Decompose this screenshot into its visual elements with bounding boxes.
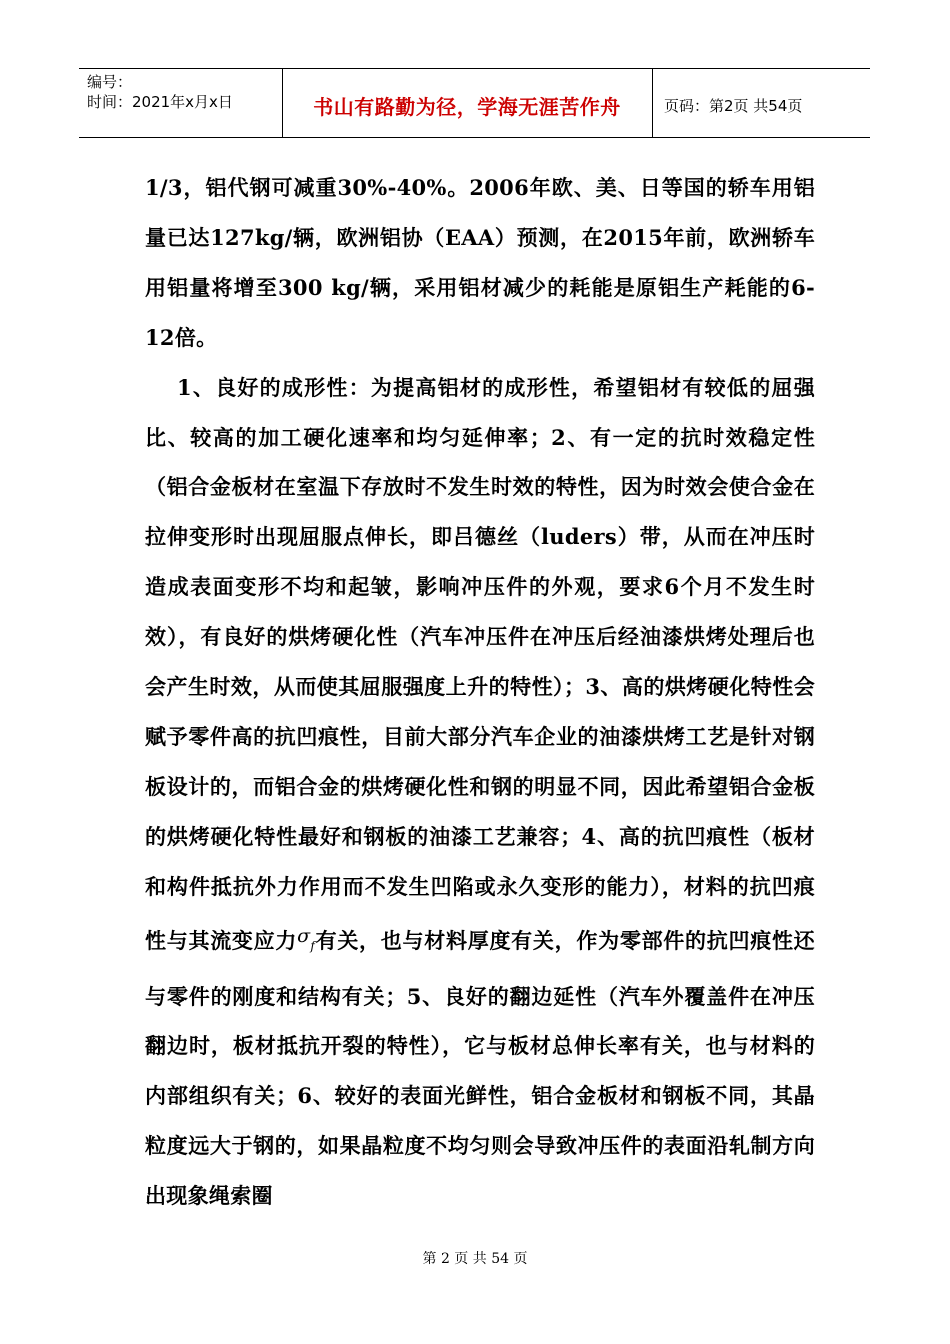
paragraph-1: 1/3，铝代钢可减重30%-40%。2006年欧、美、日等国的轿车用铝量已达127kg/辆，欧洲铝协（EAA）预测，在2015年前，欧洲轿车用铝量将增至300 kg/辆，采用铝材减少的耗能是原铝生产耗能的6-12倍。 — [145, 175, 815, 350]
header-info-cell — [79, 69, 283, 137]
sigma-symbol: σ — [297, 924, 311, 947]
paragraph-2-part-b: 有关，也与材料厚度有关，作为零部件的抗凹痕性还与零件的刚度和结构有关；5、良好的翻边延性（汽车外覆盖件在冲压翻边时，板材抵抗开裂的特性），它与板材总伸长率有关，也与材料的内部组织有关；6、较好的表面光鲜性，铝合金板材和钢板不同，其晶粒度远大于钢的，如果晶粒度不均匀则会导致冲压件的表面沿轧制方向出现象绳索圈 — [145, 927, 815, 1209]
sigma-subscript: f — [310, 938, 316, 953]
page-code: 页码：第2页 共54页 — [664, 97, 803, 115]
header-page-cell — [652, 69, 870, 137]
page-footer: 第 2 页 共 54 页 — [422, 1251, 528, 1267]
motto-text: 书山有路勤为径，学海无涯苦作舟 — [313, 95, 621, 119]
paragraph-2-part-a: 1、良好的成形性：为提高铝材的成形性，希望铝材有较低的屈强比、较高的加工硬化速率和均匀延伸率；2、有一定的抗时效稳定性（铝合金板材在室温下存放时不发生时效的特性，因为时效会使合金在拉伸变形时出现屈服点伸长，即吕德丝（luders）带，从而在冲压时造成表面变形不均和起皱，影响冲压件的外观，要求6个月不发生时效），有良好的烘烤硬化性（汽车冲压件在冲压后经油漆烘烤处理后也会产生时效，从而使其屈服强度上升的特性）；3、高的烘烤硬化特性会赋予零件高的抗凹痕性，目前大部分汽车企业的油漆烘烤工艺是针对钢板设计的，而铝合金的烘烤硬化性和钢的明显不同，因此希望铝合金板的烘烤硬化特性最好和钢板的油漆工艺兼容；4、高的抗凹痕性（板材和构件抵抗外力作用而不发生凹陷或永久变形的能力），材料的抗凹痕性与其流变应力 — [145, 374, 815, 953]
page-header — [79, 68, 870, 138]
header-motto-cell — [282, 69, 653, 137]
date-label: 时间：2021年x月x日 — [87, 93, 233, 111]
paragraph-2 — [145, 363, 815, 1221]
document-body — [145, 163, 815, 1221]
number-label: 编号： — [87, 73, 133, 91]
